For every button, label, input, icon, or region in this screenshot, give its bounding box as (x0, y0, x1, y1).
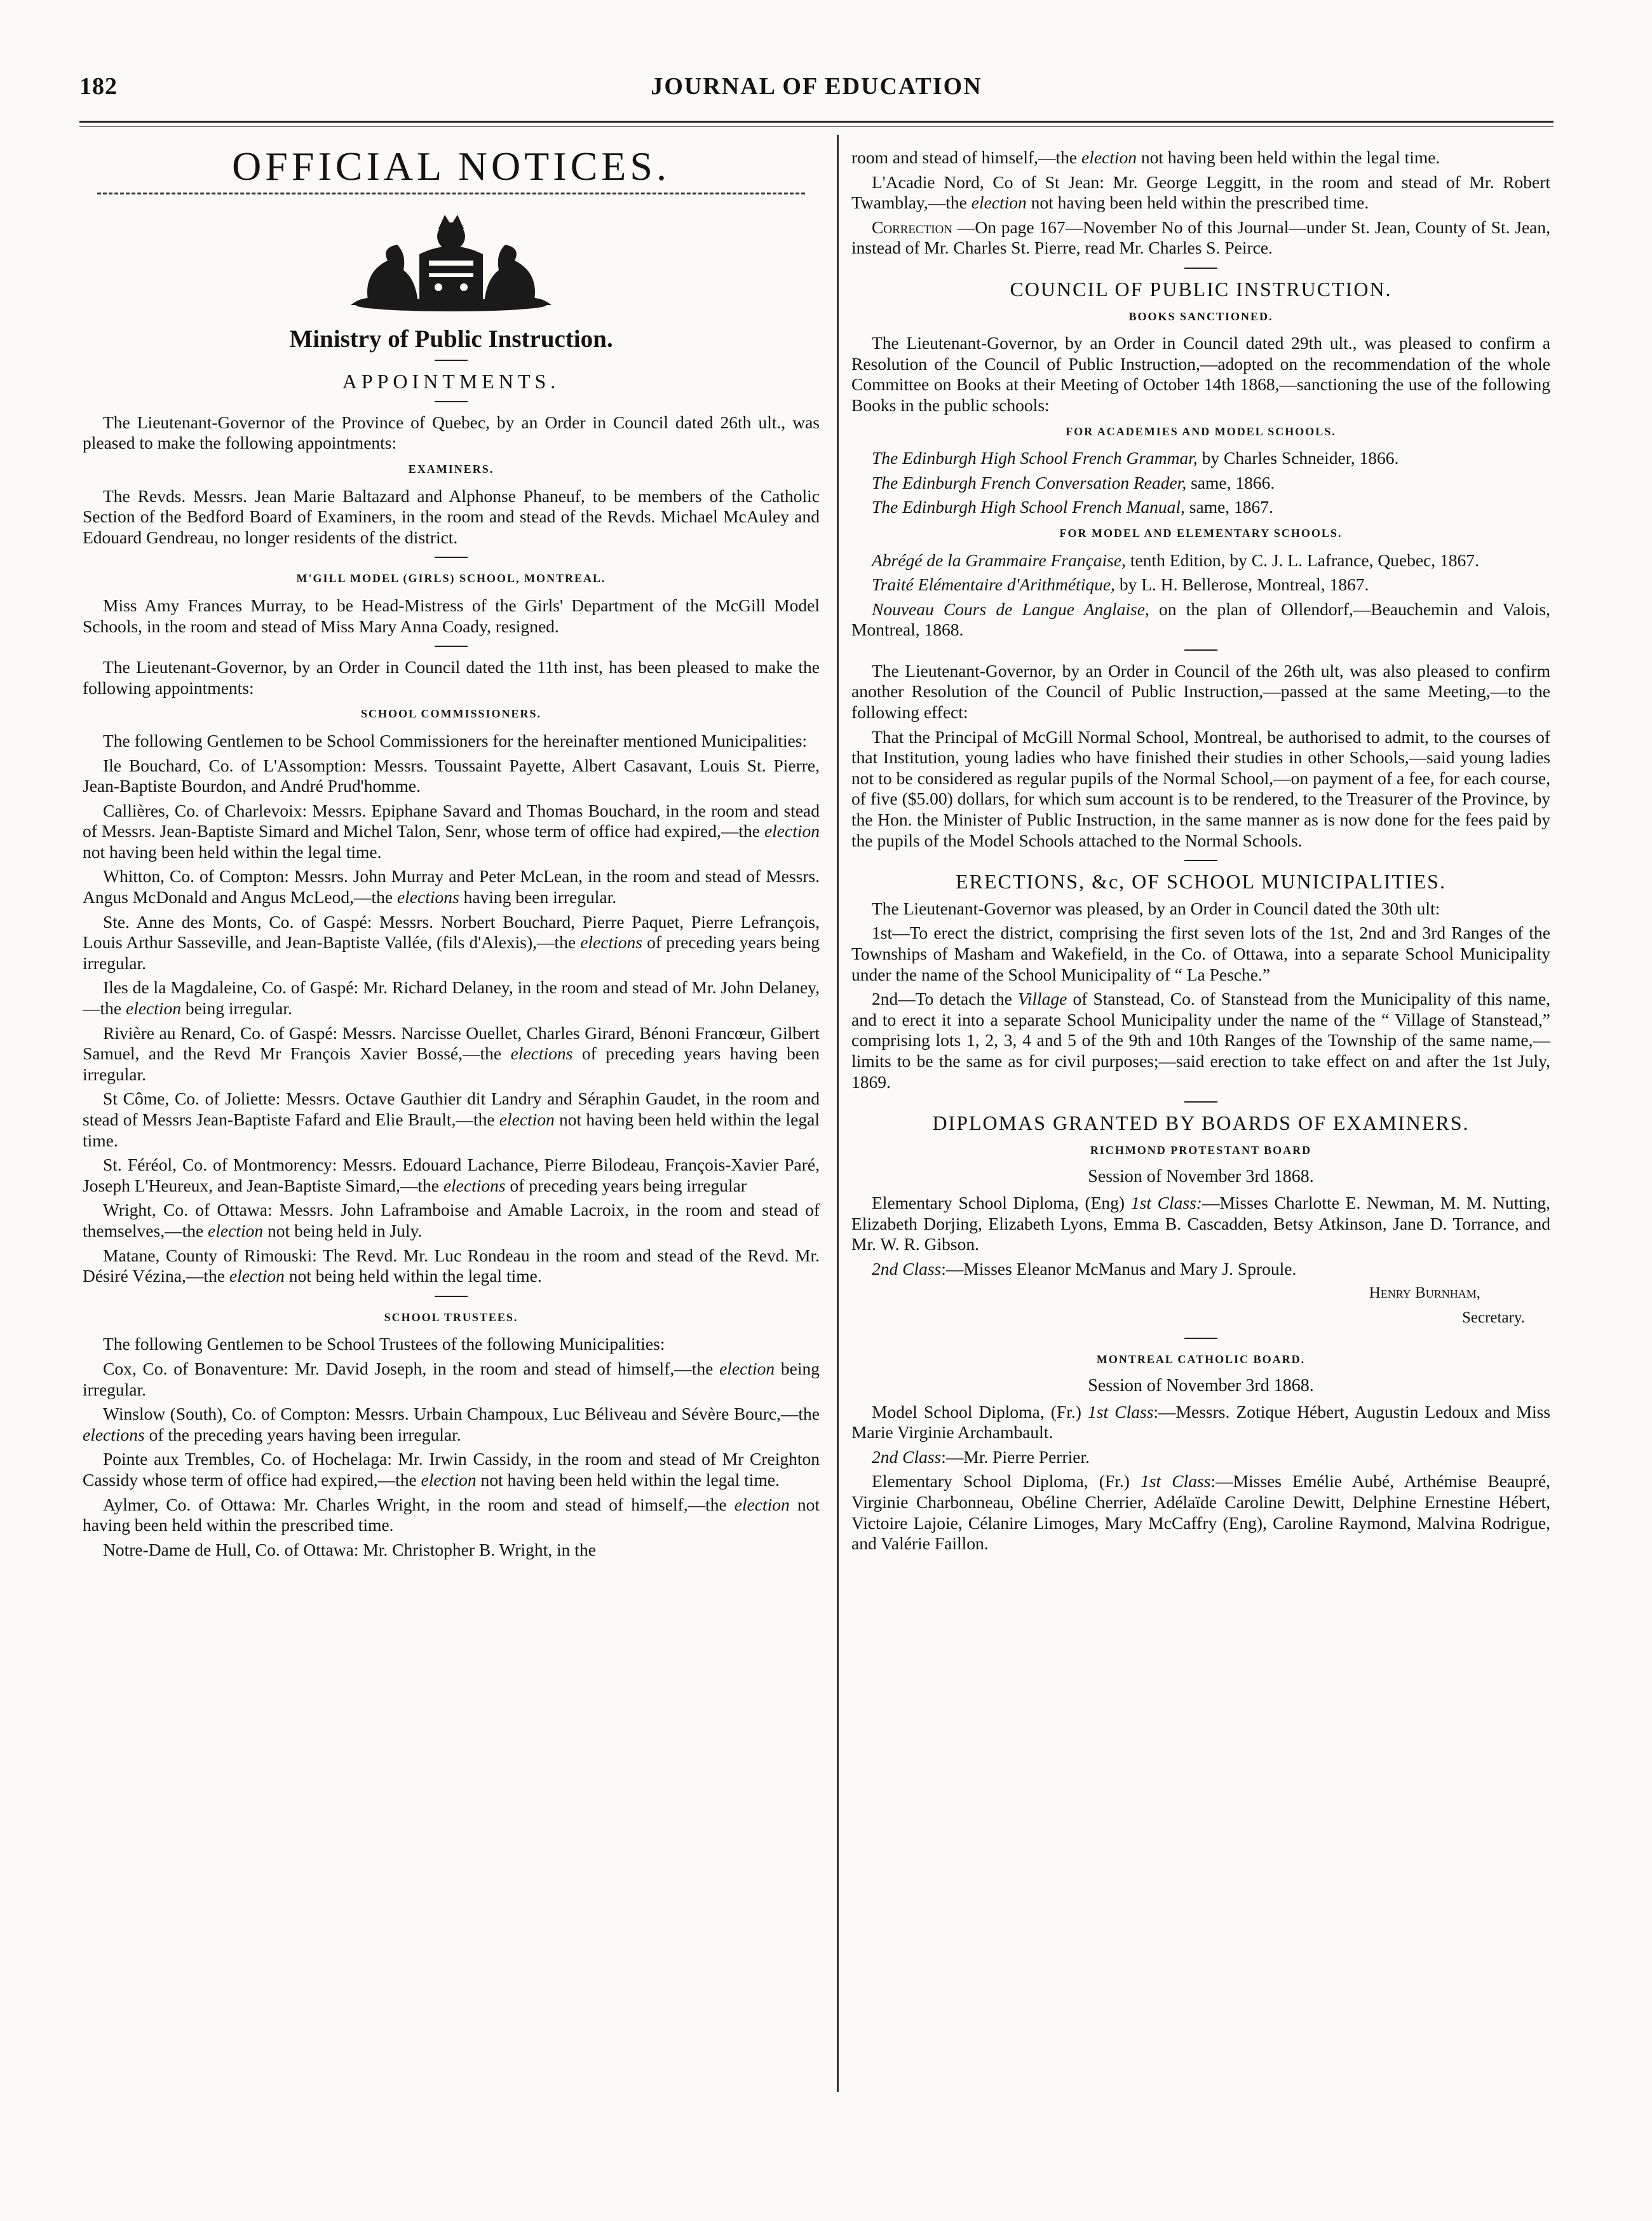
commissioner-entry-tail: not having been held within the legal time. (83, 841, 382, 862)
richmond-board-heading: RICHMOND PROTESTANT BOARD (1090, 1143, 1312, 1157)
short-rule (435, 1296, 468, 1297)
book-details: on the plan of Ollendorf,—Beauchemin and Valois, Montreal, 1868. (851, 599, 1551, 640)
trustee-entry-place: Notre-Dame de Hull, Co. of Ottawa (103, 1539, 354, 1559)
correction-paragraph: Correction —On page 167—November No of this Journal—under St. Jean, County of St. Jean, instead of Mr. Charles St. Pierre, read Mr. Charles S. Peirce. (851, 217, 1550, 258)
trustees-list (83, 1359, 820, 1560)
ministry-heading: Ministry of Public Instruction. (289, 325, 613, 353)
trustee-entry-place: Winslow (South), Co. of Compton (103, 1404, 346, 1424)
diplomas-heading: DIPLOMAS GRANTED BY BOARDS OF EXAMINERS. (932, 1111, 1470, 1135)
book-entry (851, 497, 1550, 518)
acadie-nord-paragraph: L'Acadie Nord, Co of St Jean: Mr. George Leggitt, in the room and stead of Mr. Robert Twamblay,—the election not having been held within the prescribed time. (851, 172, 1550, 213)
commissioner-entry-place: Ile Bouchard, Co. of L'Assomption (103, 755, 362, 775)
book-title: Abrégé de la Grammaire Française, (872, 550, 1126, 570)
montreal-board-heading: MONTREAL CATHOLIC BOARD. (1096, 1352, 1306, 1366)
short-rule (435, 646, 468, 647)
books-paragraph: The Lieutenant-Governor, by an Order in Council dated 29th ult., was pleased to confirm a Resolution of the Council of Public Instruction,—adopted on the recommendation of the whole Committee on Books at their Meeting of October 14th 1868,—sanctioning the use of the following Books in the public schools: (851, 333, 1550, 415)
mcgill-model-paragraph: Miss Amy Frances Murray, to be Head-Mistress of the Girls' Department of the McGill Model Schools, in the room and stead of Miss Mary Anna Coady, resigned. (83, 595, 820, 636)
commissioner-entry-tail: not being held in July. (263, 1220, 423, 1240)
commissioner-entry-tail: of preceding years being irregular (505, 1175, 747, 1195)
book-details: tenth Edition, by C. J. L. Lafrance, Quebec, 1867. (1125, 550, 1479, 570)
trustee-entry-place: Cox, Co. of Bonaventure (103, 1358, 284, 1378)
commissioner-entry-text: : Messrs. John Laframboise and Amable Lacroix, in the room and stead of themselves,—the (83, 1200, 820, 1240)
richmond-second-class-paragraph: 2nd Class:—Misses Eleanor McManus and Mary J. Sproule. (872, 1258, 1297, 1279)
commissioner-entry-text: : Mr. Richard Delaney, in the room and stead of Mr. John Delaney,—the (83, 977, 820, 1019)
commissioner-entry-emphasis: election (764, 821, 820, 841)
commissioner-entry-tail: being irregular. (181, 998, 292, 1019)
book-title: The Edinburgh High School French Manual, (872, 497, 1185, 517)
trustee-entry-emphasis: election (719, 1358, 775, 1378)
commissioner-entry-text: : Messrs. Octave Gauthier dit Landry and Séraphin Gaudet, in the room and stead of Messrs Jean-Baptiste Fafard and Elie Brault,—the (83, 1089, 820, 1129)
book-entry (851, 574, 1550, 595)
commissioner-entry (83, 1246, 820, 1287)
mcgill-normal-paragraph: That the Principal of McGill Normal School, Montreal, be authorised to admit, to the courses of that Institution, young ladies who have finished their studies in other Schools,—said young ladies not to be considered as regular pupils of the Normal School,—on payment of a fee, for each course, of five ($5.00) dollars, for which sum account is to be rendered, to the Treasurer of the Province, by the Hon. the Minister of Public Instruction, in the same manner as is now done for the fees paid by the pupils of the Model Schools attached to the Normal Schools. (851, 726, 1550, 850)
coat-of-arms-emblem (343, 210, 559, 318)
commissioner-entry-emphasis: election (229, 1266, 285, 1286)
book-entry (851, 448, 1550, 469)
trustee-entry-text: : Mr. Charles Wright, in the room and stead of himself,—the (271, 1494, 735, 1514)
commissioner-entry-place: St. Féréol, Co. of Montmorency (103, 1155, 332, 1175)
first-erection-paragraph: 1st—To erect the district, comprising the first seven lots of the 1st, 2nd and 3rd Ranges of the Townships of Masham and Wakefield, in the Co. of Ottawa, into a separate School Municipality under the name of the School Municipality of “ La Pesche.” (851, 923, 1550, 984)
commissioner-entry-place: Wright, Co. of Ottawa (103, 1200, 267, 1220)
continued-paragraph: room and stead of himself,—the election not having been held within the legal time. (851, 147, 1440, 167)
commissioner-entry-text: : Messrs. Norbert Bouchard, Pierre Paquet, Pierre Lefrançois, Louis Arthur Sasseville, and Jean-Baptiste Vallée, (fils d'Alexis),—the (83, 911, 820, 953)
appointments-heading: APPOINTMENTS. (342, 370, 560, 393)
commissioner-entry-emphasis: election (499, 1110, 555, 1129)
commissioner-entry-place: Whitton, Co. of Compton (103, 866, 285, 886)
trustee-entry (83, 1404, 820, 1445)
books-sanctioned-heading: BOOKS SANCTIONED. (1128, 309, 1273, 323)
trustee-entry-emphasis: elections (83, 1424, 145, 1444)
book-title: The Edinburgh French Conversation Reader, (872, 472, 1187, 492)
trustee-entry-tail: not having been held within the prescribed time. (83, 1494, 820, 1535)
commissioner-entry-emphasis: elections (580, 932, 643, 953)
dashed-rule (97, 193, 805, 194)
commissioner-entry (83, 866, 820, 907)
richmond-session: Session of November 3rd 1868. (1088, 1167, 1314, 1187)
school-commissioners-heading: SCHOOL COMMISSIONERS. (360, 707, 542, 721)
examiners-paragraph: The Revds. Messrs. Jean Marie Baltazard and Alphonse Phaneuf, to be members of the Catholic Section of the Bedford Board of Examiners, in the room and stead of the Revds. Michael McAuley and Edouard Gendreau, no longer residents of the district. (83, 486, 820, 547)
short-rule (435, 401, 468, 402)
appointments-intro-paragraph: The Lieutenant-Governor of the Province of Quebec, by an Order in Council dated 26th ult., was pleased to make the following appointments: (83, 412, 820, 453)
book-entry (851, 599, 1550, 641)
commissioner-entry-text: : The Revd. Mr. Luc Rondeau in the room and stead of the Revd. Mr. Désiré Vézina,—the (83, 1245, 820, 1286)
commissioners-list (83, 756, 820, 1287)
commissioner-entry-place: St Côme, Co. of Joliette (103, 1089, 276, 1109)
book-details: same, 1866. (1186, 472, 1275, 492)
trustee-entry-text: : Mr. David Joseph, in the room and stead of himself,—the (283, 1358, 720, 1378)
signature-name: Henry Burnham, (1369, 1284, 1480, 1302)
commissioners-intro-paragraph: The following Gentlemen to be School Commissioners for the hereinafter mentioned Municipalities: (103, 730, 808, 751)
header-rule-thin (79, 126, 1554, 127)
commissioner-entry-place: Callières, Co. of Charlevoix (103, 800, 302, 820)
trustee-entry-tail: being irregular. (83, 1358, 820, 1399)
trustee-entry-emphasis: election (734, 1494, 790, 1514)
model-elementary-heading: FOR MODEL AND ELEMENTARY SCHOOLS. (1059, 526, 1343, 540)
short-rule (1184, 1338, 1217, 1339)
commissioner-entry-emphasis: elections (396, 887, 459, 907)
commissioner-entry-place: Rivière au Renard, Co. of Gaspé (103, 1022, 333, 1043)
commissioner-entry (83, 977, 820, 1019)
column-divider (837, 135, 839, 2092)
commissioner-entry-place: Ste. Anne des Monts, Co. of Gaspé (103, 911, 367, 932)
commissioner-entry (83, 1200, 820, 1241)
commissioner-entry-text: : Messrs. Epiphane Savard and Thomas Bouchard, in the room and stead of Messrs. Jean-Baptiste Simard and Michel Talon, Senr, whose term of office had expired,—the (83, 800, 820, 841)
book-details: same, 1867. (1184, 497, 1273, 517)
left-column (83, 144, 820, 1564)
commissioner-entry-emphasis: elections (443, 1175, 506, 1195)
short-rule (1184, 860, 1217, 861)
header-rule (79, 121, 1554, 123)
trustee-entry-text: : Mr. Christopher B. Wright, in the (353, 1539, 596, 1559)
page-number: 182 (79, 73, 118, 100)
montreal-model-paragraph: Model School Diploma, (Fr.) 1st Class:—Messrs. Zotique Hébert, Augustin Ledoux and Miss Marie Virginie Archambault. (851, 1401, 1551, 1443)
short-rule (435, 557, 468, 558)
page-header (79, 72, 1554, 112)
lieutenant-governor-11th-paragraph: The Lieutenant-Governor, by an Order in Council dated the 11th inst, has been pleased to make the following appointments: (83, 657, 820, 698)
trustee-entry-tail: not having been held within the legal time. (476, 1469, 780, 1490)
montreal-second-class-paragraph: 2nd Class:—Mr. Pierre Perrier. (872, 1446, 1090, 1467)
short-rule (435, 360, 468, 361)
commissioner-entry-emphasis: election (208, 1220, 264, 1240)
commissioner-entry-emphasis: elections (510, 1043, 573, 1064)
commissioner-entry (83, 1155, 820, 1196)
second-erection-paragraph: 2nd—To detach the Village of Stanstead, Co. of Stanstead from the Municipality of this name, and to erect it into a separate School Municipality under the name of the “ Village of Stanstead,” comprising lots 1, 2, 3, 4 and 5 of the 9th and 10th Ranges of the Township of the same name,—limits to be the same as for civil purposes;—said erection to take effect on and after the 1st July, 1869. (851, 989, 1550, 1092)
commissioner-entry-text: : Messrs. John Murray and Peter McLean, in the room and stead of Messrs. Angus McDonald and Angus McLeod,—the (83, 866, 820, 907)
commissioner-entry-emphasis: election (125, 998, 182, 1019)
journal-title: JOURNAL OF EDUCATION (651, 73, 982, 100)
trustee-entry-text: : Messrs. Urbain Champoux, Luc Béliveau and Sévère Bourc,—the (345, 1404, 820, 1424)
short-rule (1184, 1101, 1217, 1103)
book-entry (851, 550, 1550, 571)
book-details: by Charles Schneider, 1866. (1197, 448, 1399, 468)
lieutenant-governor-26th-paragraph: The Lieutenant-Governor, by an Order in Council of the 26th ult, was also pleased to confirm another Resolution of the Council of Public Instruction,—passed at the same Meeting,—to the following effect: (851, 660, 1550, 723)
commissioner-entry (83, 756, 820, 797)
trustee-entry (83, 1359, 820, 1400)
academies-heading: FOR ACADEMIES AND MODEL SCHOOLS. (1066, 425, 1336, 438)
commissioner-entry-text: : Messrs. Narcisse Ouellet, Charles Girard, Bénoni Francœur, Gilbert Samuel, and the Revd Mr François Xavier Bossé,—the (83, 1022, 820, 1064)
commissioner-entry-place: Matane, County of Rimouski (103, 1245, 313, 1265)
commissioner-entry-tail: not being held within the legal time. (284, 1266, 542, 1286)
examiners-heading: EXAMINERS. (408, 462, 494, 475)
commissioner-entry-tail: of preceding years being irregular. (83, 932, 820, 973)
school-trustees-heading: SCHOOL TRUSTEES. (384, 1310, 518, 1324)
trustee-entry-text: : Mr. Irwin Cassidy, in the room and stead of Mr Creighton Cassidy whose term of office had expired,—the (83, 1449, 820, 1490)
signature-title: Secretary. (1461, 1308, 1525, 1326)
montreal-elementary-paragraph: Elementary School Diploma, (Fr.) 1st Class:—Misses Emélie Aubé, Arthémise Beaupré, Virginie Charbonneau, Obéline Cherrier, Adélaïde Caroline Dewitt, Delphine Ernestine Hébert, Victoire Lajoie, Célanire Limoges, Mary McCaffry (Eng), Caroline Raymond, Malvina Rodrigue, and Valérie Faillon. (851, 1471, 1550, 1554)
trustee-entry-tail: of the preceding years having been irregular. (144, 1424, 461, 1444)
commissioner-entry-tail: not having been held within the legal time. (83, 1110, 820, 1150)
mcgill-model-heading: M'GILL MODEL (GIRLS) SCHOOL, MONTREAL. (296, 572, 606, 585)
trustees-intro-paragraph: The following Gentlemen to be School Trustees of the following Municipalities: (103, 1334, 665, 1354)
trustee-entry-emphasis: election (421, 1469, 477, 1490)
right-column (851, 147, 1550, 1558)
commissioner-entry (83, 801, 820, 863)
commissioner-entry (83, 1023, 820, 1085)
richmond-elementary-paragraph: Elementary School Diploma, (Eng) 1st Class:—Misses Charlotte E. Newman, M. M. Nutting, Elizabeth Dorjing, Elizabeth Lyons, Emma B. Cascadden, Betsy Atkinson, Jane D. Torrance, and Mr. W. R. Gibson. (851, 1192, 1550, 1254)
trustee-entry-place: Pointe aux Trembles, Co. of Hochelaga (103, 1449, 388, 1469)
short-rule (1184, 649, 1217, 651)
council-heading: COUNCIL OF PUBLIC INSTRUCTION. (1010, 277, 1392, 301)
erections-intro-paragraph: The Lieutenant-Governor was pleased, by an Order in Council dated the 30th ult: (872, 898, 1440, 918)
commissioner-entry (83, 1089, 820, 1151)
book-title: Traité Elémentaire d'Arithmétique, (872, 574, 1115, 595)
books-model-list (851, 550, 1550, 641)
section-title-official-notices: OFFICIAL NOTICES. (232, 144, 670, 189)
trustee-entry-place: Aylmer, Co. of Ottawa (103, 1494, 271, 1514)
short-rule (1184, 268, 1217, 269)
trustee-entry (83, 1495, 820, 1536)
commissioner-entry-text: : Messrs. Edouard Lachance, Pierre Bilodeau, François-Xavier Paré, Joseph L'Heureux, and Jean-Baptiste Simard,—the (83, 1155, 820, 1195)
commissioner-entry-place: Iles de la Magdaleine, Co. of Gaspé (103, 977, 354, 998)
book-entry (851, 473, 1550, 494)
commissioner-entry (83, 912, 820, 974)
montreal-session: Session of November 3rd 1868. (1088, 1376, 1314, 1396)
trustee-entry (83, 1449, 820, 1490)
books-academies-list (851, 448, 1550, 518)
book-title: Nouveau Cours de Langue Anglaise, (872, 599, 1149, 619)
trustee-entry (83, 1540, 820, 1561)
book-title: The Edinburgh High School French Grammar, (872, 448, 1198, 468)
commissioner-entry-tail: having been irregular. (459, 887, 617, 907)
book-details: by L. H. Bellerose, Montreal, 1867. (1114, 574, 1369, 595)
commissioner-entry-tail: of preceding years having been irregular. (83, 1043, 820, 1084)
commissioner-entry-text: : Messrs. Toussaint Payette, Albert Casavant, Louis St. Pierre, Jean-Baptiste Bourdon, and André Prud'homme. (83, 755, 820, 796)
erections-heading: ERECTIONS, &c, OF SCHOOL MUNICIPALITIES. (956, 870, 1446, 893)
